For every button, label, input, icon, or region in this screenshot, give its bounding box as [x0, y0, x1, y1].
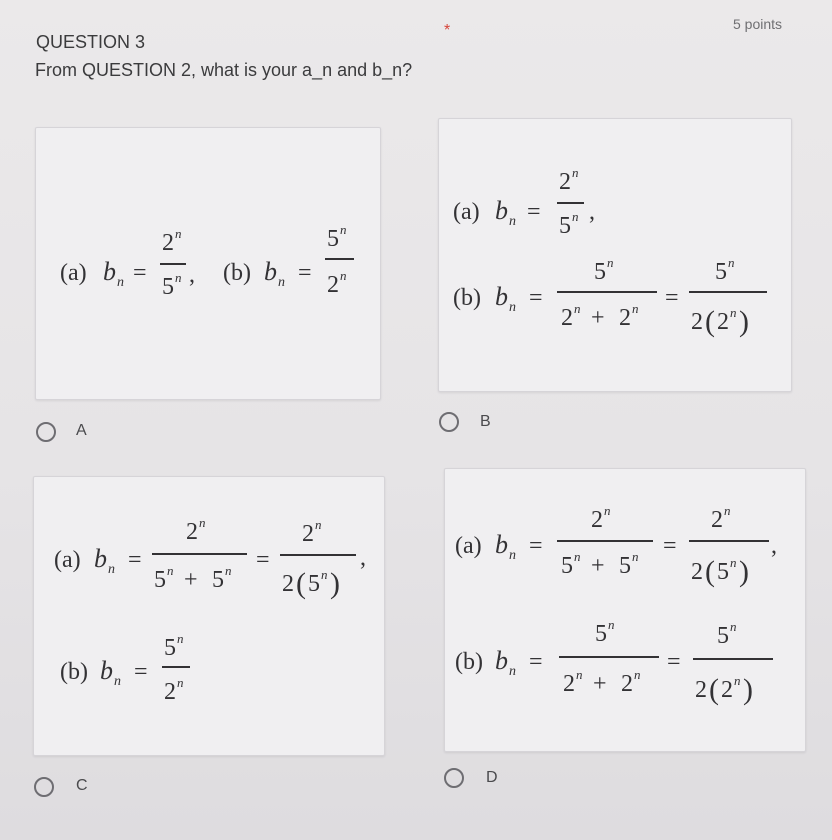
math-five: 5 [561, 553, 573, 579]
math-sup: n [315, 517, 322, 532]
math-sup: n [730, 619, 737, 634]
math-b: b [495, 196, 508, 225]
math-sup: n [572, 165, 579, 180]
math-sup: n [734, 673, 741, 688]
math-five: 5 [595, 621, 607, 647]
option-b-label[interactable]: B [480, 413, 491, 430]
math-b: b [100, 656, 113, 685]
math-sub: n [509, 664, 516, 679]
math-sup: n [574, 301, 581, 316]
option-a-image[interactable] [35, 127, 381, 400]
option-d-image[interactable] [444, 468, 806, 752]
option-a-radio[interactable] [36, 422, 56, 442]
math-part-a: (a) [54, 547, 81, 573]
math-sup: n [724, 503, 731, 518]
math-rparen: ) [743, 673, 753, 706]
math-b: b [94, 544, 107, 573]
math-five: 5 [717, 623, 729, 649]
math-two: 2 [559, 169, 571, 195]
math-rparen: ) [330, 567, 340, 600]
math-eq: = [134, 659, 148, 685]
math-sup: n [604, 503, 611, 518]
math-sub: n [278, 275, 285, 290]
math-plus: + [591, 553, 605, 579]
option-d-radio[interactable] [444, 768, 464, 788]
option-c-image[interactable] [33, 476, 385, 756]
math-sup: n [730, 305, 737, 320]
required-marker: * [444, 22, 451, 39]
math-five: 5 [154, 567, 166, 593]
math-comma: , [771, 533, 777, 559]
option-b-image[interactable] [438, 118, 792, 392]
math-five: 5 [559, 213, 571, 239]
math-eq: = [663, 533, 677, 559]
math-part-a: (a) [60, 260, 87, 286]
math-part-a: (a) [455, 533, 482, 559]
math-lparen: ( [705, 305, 715, 338]
math-sup: n [340, 222, 347, 237]
math-five: 5 [164, 635, 176, 661]
math-five: 5 [308, 571, 320, 597]
math-two: 2 [563, 671, 575, 697]
question-text: From QUESTION 2, what is your a_n and b_n? [35, 60, 413, 80]
math-comma: , [589, 199, 595, 225]
math-two: 2 [621, 671, 633, 697]
math-two: 2 [717, 309, 729, 335]
math-sup: n [177, 631, 184, 646]
math-b: b [495, 646, 508, 675]
math-five: 5 [162, 274, 174, 300]
math-sup: n [728, 255, 735, 270]
question-number: QUESTION 3 [36, 32, 146, 52]
math-two: 2 [561, 305, 573, 331]
math-b: b [103, 257, 116, 286]
math-part-b: (b) [223, 260, 251, 286]
math-two: 2 [282, 571, 294, 597]
math-sub: n [509, 300, 516, 315]
math-lparen: ( [709, 673, 719, 706]
math-b: b [495, 530, 508, 559]
option-c-formula [34, 477, 384, 755]
math-sub: n [117, 275, 124, 290]
math-sup: n [572, 209, 579, 224]
math-plus: + [593, 671, 607, 697]
math-five: 5 [717, 559, 729, 585]
math-sup: n [177, 675, 184, 690]
math-two: 2 [711, 507, 723, 533]
math-comma: , [360, 545, 366, 571]
points-label: 5 points [733, 16, 783, 32]
math-sup: n [608, 617, 615, 632]
option-d-label[interactable]: D [486, 769, 498, 786]
math-sup: n [175, 270, 182, 285]
option-d-formula [445, 469, 805, 751]
math-sup: n [167, 563, 174, 578]
option-b-radio[interactable] [439, 412, 459, 432]
math-eq: = [529, 285, 543, 311]
math-part-b: (b) [60, 659, 88, 685]
math-two: 2 [691, 309, 703, 335]
math-plus: + [591, 305, 605, 331]
math-eq: = [298, 260, 312, 286]
math-eq: = [665, 285, 679, 311]
math-sup: n [607, 255, 614, 270]
math-two: 2 [327, 272, 339, 298]
math-sup: n [634, 667, 641, 682]
math-comma: , [189, 262, 195, 288]
math-five: 5 [619, 553, 631, 579]
math-eq: = [527, 199, 541, 225]
math-part-a: (a) [453, 199, 480, 225]
math-rparen: ) [739, 555, 749, 588]
math-eq: = [529, 533, 543, 559]
math-two: 2 [302, 521, 314, 547]
math-sub: n [509, 214, 516, 229]
math-two: 2 [691, 559, 703, 585]
math-sup: n [175, 226, 182, 241]
math-two: 2 [721, 677, 733, 703]
math-b: b [495, 282, 508, 311]
option-b-formula [439, 119, 791, 391]
option-a-label[interactable]: A [76, 422, 87, 439]
math-two: 2 [164, 679, 176, 705]
option-c-radio[interactable] [34, 777, 54, 797]
math-lparen: ( [705, 555, 715, 588]
math-sup: n [574, 549, 581, 564]
math-sup: n [321, 567, 328, 582]
math-sup: n [632, 301, 639, 316]
math-five: 5 [594, 259, 606, 285]
math-eq: = [128, 547, 142, 573]
math-sub: n [509, 548, 516, 563]
math-five: 5 [327, 226, 339, 252]
math-part-b: (b) [453, 285, 481, 311]
math-eq: = [529, 649, 543, 675]
math-eq: = [256, 547, 270, 573]
math-sup: n [225, 563, 232, 578]
math-lparen: ( [296, 567, 306, 600]
option-a-formula [36, 128, 380, 399]
math-sub: n [108, 562, 115, 577]
math-rparen: ) [739, 305, 749, 338]
math-two: 2 [695, 677, 707, 703]
math-two: 2 [162, 230, 174, 256]
math-sup: n [632, 549, 639, 564]
math-two: 2 [186, 519, 198, 545]
option-c-label[interactable]: C [76, 777, 88, 794]
math-two: 2 [619, 305, 631, 331]
math-sub: n [114, 674, 121, 689]
math-sup: n [730, 555, 737, 570]
math-eq: = [667, 649, 681, 675]
math-b: b [264, 257, 277, 286]
math-part-b: (b) [455, 649, 483, 675]
math-eq: = [133, 260, 147, 286]
math-sup: n [199, 515, 206, 530]
math-five: 5 [715, 259, 727, 285]
math-sup: n [340, 268, 347, 283]
math-sup: n [576, 667, 583, 682]
math-two: 2 [591, 507, 603, 533]
math-plus: + [184, 567, 198, 593]
math-five: 5 [212, 567, 224, 593]
